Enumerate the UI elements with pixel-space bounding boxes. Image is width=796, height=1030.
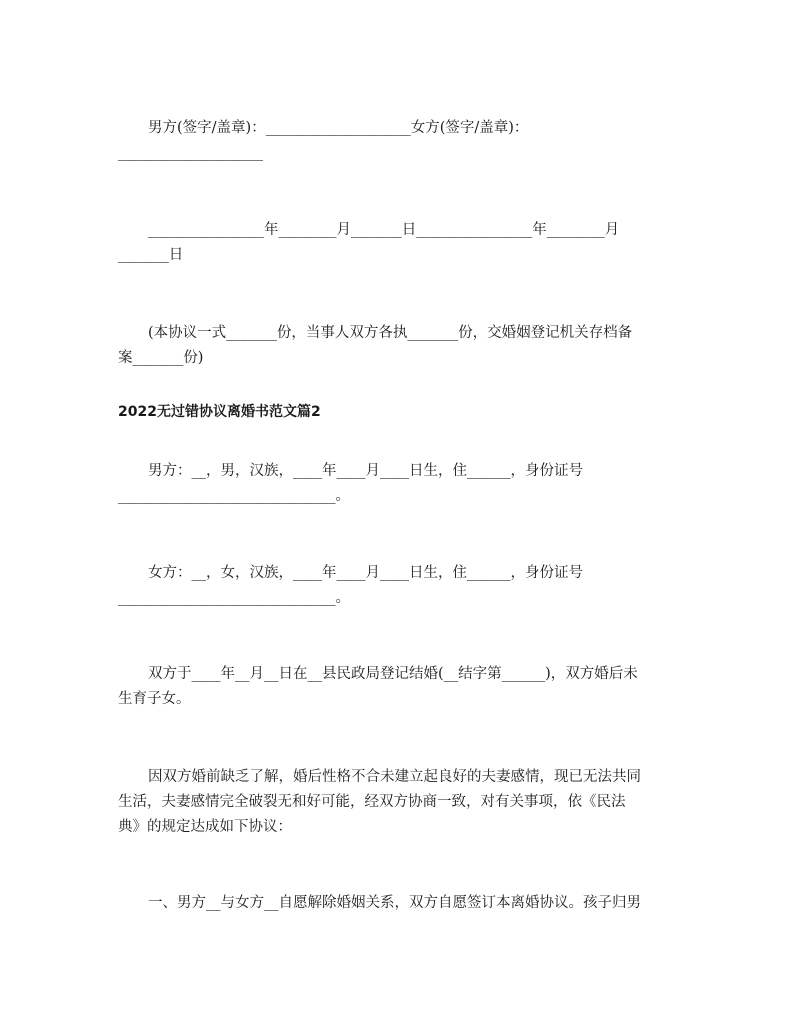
copies-note: (本协议一式_______份，当事人双方各执_______份，交婚姻登记机关存档备 (148, 325, 633, 341)
section-title: 2022无过错协议离婚书范文篇2 (118, 404, 321, 420)
copies-note-continued: 案_______份) (118, 350, 204, 366)
marriage-info-continued: 生育子女。 (118, 691, 191, 707)
woman-info: 女方：__，女，汉族，____年____月____日生，住______，身份证号 (148, 565, 583, 581)
signature-line-continued: ____________________ (118, 145, 263, 161)
marriage-info: 双方于____年__月__日在__县民政局登记结婚(__结字第______)，双方婚后未 (148, 666, 638, 682)
reason-paragraph-line3: 典》的规定达成如下协议： (118, 819, 292, 835)
reason-paragraph-line2: 生活，夫妻感情完全破裂无和好可能，经双方协商一致，对有关事项，依《民法 (118, 794, 626, 810)
signature-line: 男方(签字/盖章)：____________________女方(签字/盖章)： (148, 120, 529, 136)
clause-one: 一、男方__与女方__自愿解除婚姻关系，双方自愿签订本离婚协议。孩子归男 (148, 895, 641, 911)
woman-info-continued: ______________________________。 (118, 590, 350, 606)
reason-paragraph: 因双方婚前缺乏了解，婚后性格不合未建立起良好的夫妻感情，现已无法共同 (148, 769, 641, 785)
man-info: 男方：__，男，汉族，____年____月____日生，住______，身份证号 (148, 463, 583, 479)
man-info-continued: ______________________________。 (118, 488, 350, 504)
date-line: ________________年________月_______日________________年________月 (148, 222, 620, 238)
date-line-continued: _______日 (118, 247, 184, 263)
